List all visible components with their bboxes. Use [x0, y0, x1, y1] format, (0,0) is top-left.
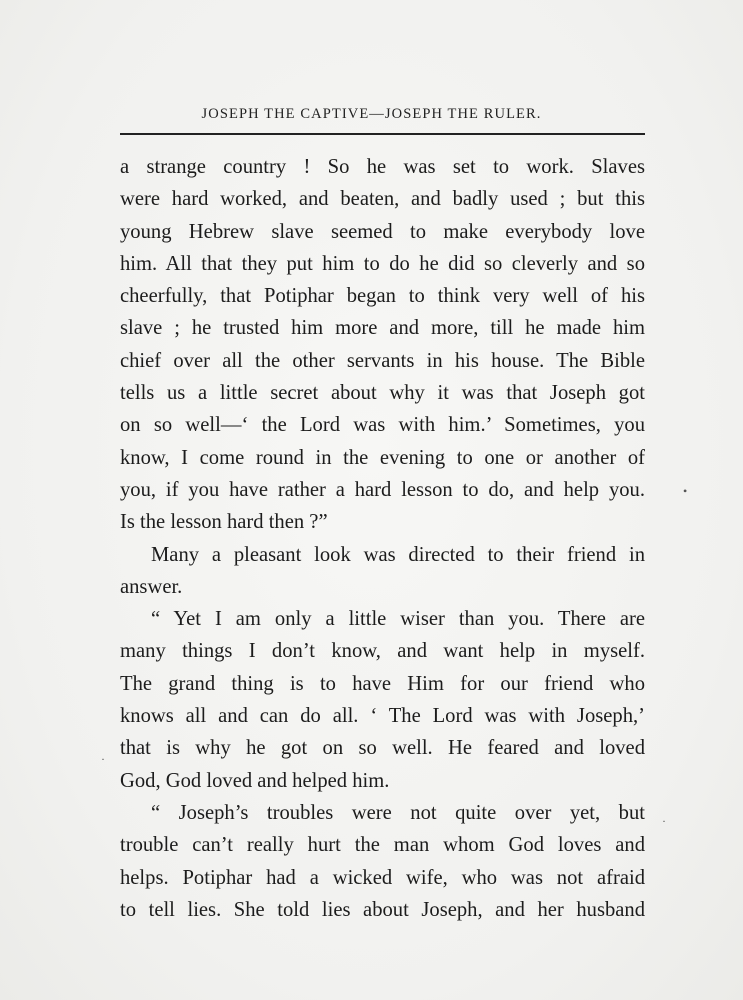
text-line: “ Joseph’s troubles were not quite over yet, but	[151, 801, 645, 824]
text-line: on so well—‘ the Lord was with him.’ Sometimes, you	[120, 414, 645, 437]
text-line: know, I come round in the evening to one or another of	[120, 446, 645, 469]
text-line: “ Yet I am only a little wiser than you. There are	[151, 608, 645, 631]
running-head: JOSEPH THE CAPTIVE—JOSEPH THE RULER.	[201, 106, 542, 122]
text-line: him. All that they put him to do he did so cleverly and so	[120, 252, 645, 275]
text-line: that is why he got on so well. He feared and loved	[120, 737, 645, 760]
text-line: to tell lies. She told lies about Joseph, and her husband	[120, 898, 645, 921]
text-line: The grand thing is to have Him for our friend who	[120, 672, 645, 695]
text-line: chief over all the other servants in his house. The Bible	[120, 349, 645, 372]
text-line: Is the lesson hard then ?”	[120, 511, 328, 534]
text-line: young Hebrew slave seemed to make everybody love	[120, 220, 645, 243]
stray-mark: ·	[662, 814, 666, 828]
text-line: trouble can’t really hurt the man whom God loves and	[120, 834, 645, 857]
text-line: you, if you have rather a hard lesson to do, and help you.	[120, 478, 645, 501]
stray-mark: ·	[101, 752, 105, 766]
stray-mark: •	[683, 484, 688, 498]
text-line: Many a pleasant look was directed to their friend in	[151, 543, 645, 566]
text-line: tells us a little secret about why it was that Joseph got	[120, 382, 645, 405]
text-line: were hard worked, and beaten, and badly used ; but this	[120, 188, 645, 211]
text-line: helps. Potiphar had a wicked wife, who was not afraid	[120, 866, 645, 889]
text-line: many things I don’t know, and want help in myself.	[120, 640, 645, 663]
text-line: slave ; he trusted him more and more, till he made him	[120, 317, 645, 340]
body-text	[120, 151, 645, 926]
text-line: God, God loved and helped him.	[120, 769, 390, 792]
header-rule	[120, 133, 645, 135]
text-line: knows all and can do all. ‘ The Lord was with Joseph,’	[120, 705, 645, 728]
text-line: cheerfully, that Potiphar began to think very well of his	[120, 285, 645, 308]
text-line: answer.	[120, 575, 183, 598]
text-line: a strange country ! So he was set to work. Slaves	[120, 156, 645, 178]
